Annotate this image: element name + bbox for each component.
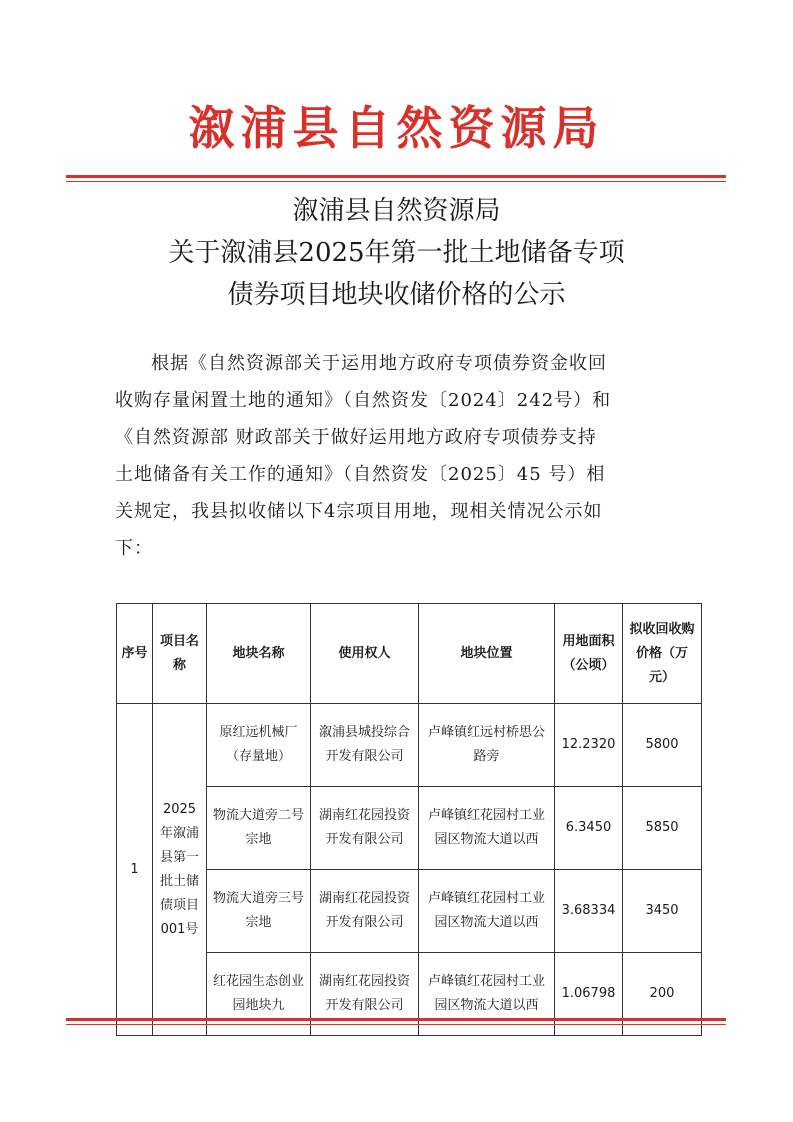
cell-project: 2025年溆浦县第一批土储债项目001号 [153, 704, 207, 1036]
header-area: 用地面积（公顷） [555, 604, 623, 704]
cell-area: 12.2320 [555, 704, 623, 787]
table-row [117, 704, 702, 787]
header-owner: 使用权人 [311, 604, 419, 704]
header-project: 项目名称 [153, 604, 207, 704]
header-location: 地块位置 [419, 604, 555, 704]
land-table [116, 603, 702, 1036]
header-parcel: 地块名称 [207, 604, 311, 704]
cell-parcel: 物流大道旁三号宗地 [207, 870, 311, 953]
cell-area: 1.06798 [555, 953, 623, 1036]
cell-location: 卢峰镇红花园村工业园区物流大道以西 [419, 870, 555, 953]
cell-price: 3450 [623, 870, 702, 953]
cell-owner: 溆浦县城投综合开发有限公司 [311, 704, 419, 787]
body-line-4: 土地储备有关工作的通知》（自然资发〔2025〕45 号）相 [115, 464, 606, 485]
title-line-3: 债券项目地块收储价格的公示 [227, 280, 566, 310]
body-line-1: 根据《自然资源部关于运用地方政府专项债券资金收回 [151, 353, 607, 374]
cell-price: 5800 [623, 704, 702, 787]
cell-seq: 1 [117, 704, 153, 1036]
document-title [0, 190, 793, 316]
cell-area: 6.3450 [555, 787, 623, 870]
header-seq: 序号 [117, 604, 153, 704]
cell-parcel: 物流大道旁二号宗地 [207, 787, 311, 870]
body-paragraph [115, 345, 675, 567]
table-header-row [117, 604, 702, 704]
cell-owner: 湖南红花园投资开发有限公司 [311, 953, 419, 1036]
cell-area: 3.68334 [555, 870, 623, 953]
body-line-2: 收购存量闲置土地的通知》（自然资发〔2024〕242号）和 [115, 390, 612, 411]
cell-owner: 湖南红花园投资开发有限公司 [311, 870, 419, 953]
cell-price: 5850 [623, 787, 702, 870]
cell-price: 200 [623, 953, 702, 1036]
body-line-3: 《自然资源部 财政部关于做好运用地方政府专项债券支持 [115, 427, 597, 448]
cell-parcel: 原红远机械厂（存量地） [207, 704, 311, 787]
masthead: 溆浦县自然资源局 [188, 101, 605, 155]
title-line-1: 溆浦县自然资源局 [292, 196, 501, 226]
cell-location: 卢峰镇红远村桥思公路旁 [419, 704, 555, 787]
header-divider [66, 175, 726, 182]
title-line-2: 关于溆浦县2025年第一批土地储备专项 [168, 238, 625, 268]
cell-location: 卢峰镇红花园村工业园区物流大道以西 [419, 787, 555, 870]
cell-owner: 湖南红花园投资开发有限公司 [311, 787, 419, 870]
footer-divider [66, 1018, 726, 1025]
header-price: 拟收回收购价格（万元） [623, 604, 702, 704]
body-line-6: 下： [115, 538, 153, 559]
cell-location: 卢峰镇红花园村工业园区物流大道以西 [419, 953, 555, 1036]
body-line-5: 关规定，我县拟收储以下4宗项目用地，现相关情况公示如 [115, 501, 603, 522]
cell-parcel: 红花园生态创业园地块九 [207, 953, 311, 1036]
